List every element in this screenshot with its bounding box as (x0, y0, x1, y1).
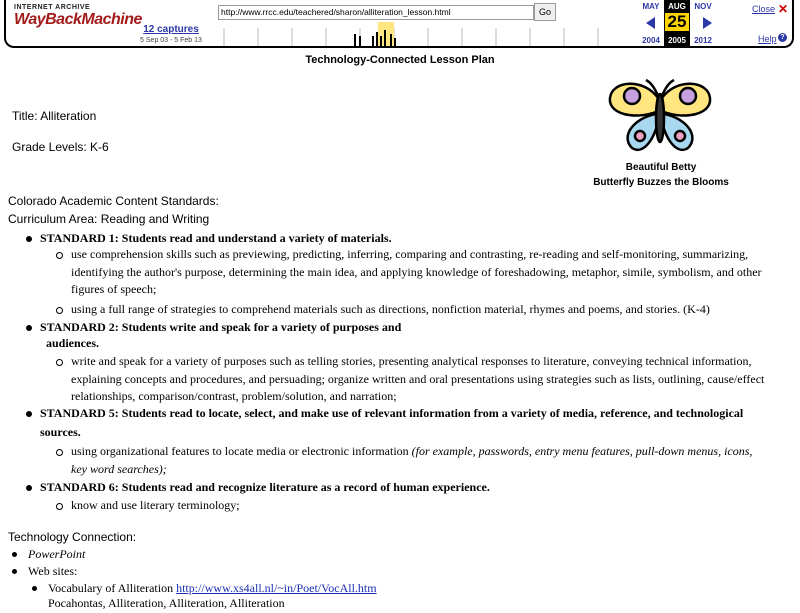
bullet-icon (26, 325, 32, 331)
standard-5-item-1 (71, 443, 791, 478)
circle-bullet-icon (56, 307, 63, 314)
cur-day-label: 25 (665, 13, 689, 31)
standard-1-item-1: use comprehension skills such as previewing, predicting, inferring, comparing and contrasting, re-reading and self-monitoring, summarizing, identifying the author's purpose, determining the main idea, and applying knowledge of foreshadowing, metaphor, simile, symbolism, and other figures of speech; (71, 247, 762, 296)
bullet-icon (26, 485, 32, 491)
tech-item-websites: Web sites: (28, 564, 78, 578)
captures-link[interactable]: 12 captures (143, 24, 199, 35)
image-caption-2: Butterfly Buzzes the Blooms (593, 177, 729, 188)
circle-bullet-icon (56, 503, 63, 510)
prev-month[interactable] (638, 0, 664, 45)
cur-year-label: 2005 (668, 36, 686, 45)
tech-item-powerpoint: PowerPoint (28, 547, 86, 561)
wayback-logo[interactable] (14, 4, 142, 44)
standard-5-title-cont: sources. (40, 425, 81, 439)
bullet-icon (12, 569, 17, 574)
standard-2-title: STANDARD 2: Students write and speak for a variety of purposes and (40, 320, 402, 334)
logo-main-text: WayBackMachine (14, 11, 142, 28)
next-month-label: NOV (694, 2, 712, 11)
close-link[interactable]: Close (752, 4, 776, 14)
standard-1-item-2: using a full range of strategies to comprehend materials such as directions, nonfiction material, rhymes and poems, and stories. (K-4) (71, 302, 710, 316)
standard-6-title: STANDARD 6: Students read and recognize literature as a record of human experience. (40, 480, 490, 494)
go-button[interactable]: Go (534, 3, 556, 21)
standard-5-item-1-examples: (for example, passwords, entry menu features, pull-down menus, icons, (411, 444, 753, 458)
tech-heading: Technology Connection: (8, 530, 137, 544)
next-year-label: 2012 (694, 36, 712, 45)
wayback-toolbar (0, 0, 800, 52)
page-title: Technology-Connected Lesson Plan (305, 54, 495, 66)
month-navigator (636, 0, 722, 46)
standard-5-item-1-text: using organizational features to locate media or electronic information (71, 444, 409, 458)
cur-month-label: AUG (668, 2, 686, 11)
logo-top-text: INTERNET ARCHIVE (14, 4, 91, 11)
captures-range: 5 Sep 03 - 5 Feb 13 (140, 37, 202, 44)
standards-heading: Colorado Academic Content Standards: (8, 194, 219, 208)
url-input[interactable]: http://www.rrcc.edu/teachered/sharon/alliteration_lesson.html (218, 5, 534, 20)
current-month (664, 0, 690, 46)
web-item-2[interactable]: Pocahontas, Alliteration, Alliteration, Alliteration (48, 596, 285, 610)
capture-sparkline[interactable] (218, 22, 628, 46)
bullet-icon (32, 586, 37, 591)
circle-bullet-icon (56, 449, 63, 456)
close-icon[interactable]: ✕ (778, 2, 789, 16)
image-caption-1: Beautiful Betty (625, 162, 697, 173)
next-month[interactable] (690, 0, 716, 45)
standard-5-item-1-examples-cont: key word searches); (71, 461, 167, 476)
bullet-icon (26, 236, 32, 242)
title-line: Title: Alliteration (12, 109, 97, 123)
standard-2-title-cont: audiences. (46, 336, 100, 350)
standard-1-title: STANDARD 1: Students read and understand a variety of materials. (40, 231, 392, 245)
prev-arrow-icon[interactable] (646, 17, 655, 29)
circle-bullet-icon (56, 359, 63, 366)
prev-year-label: 2004 (642, 36, 660, 45)
curriculum-area: Curriculum Area: Reading and Writing (8, 212, 210, 226)
help-link[interactable]: Help (758, 34, 777, 44)
web-item-1-link[interactable]: http://www.xs4all.nl/~in/Poet/VocAll.htm (176, 581, 377, 595)
prev-month-label: MAY (642, 2, 660, 11)
next-arrow-icon[interactable] (703, 17, 712, 29)
standard-6-item-1: know and use literary terminology; (71, 498, 240, 512)
butterfly-image (604, 76, 716, 158)
help-icon[interactable]: ? (778, 33, 787, 42)
web-item-1-label: Vocabulary of Alliteration (48, 581, 174, 595)
standard-2-item-1: write and speak for a variety of purposes such as telling stories, presenting analytical responses to literature, conveying technical information, explaining concepts and procedures, and persuading; organize written and oral presentations using strategies such as lists, outlining, cause/effect relationships, comparison/contrast, problem/solution, and narration; (71, 354, 765, 403)
grade-line: Grade Levels: K-6 (12, 140, 109, 154)
bullet-icon (12, 552, 17, 557)
captures-info (136, 24, 206, 44)
circle-bullet-icon (56, 252, 63, 259)
standard-5-title: STANDARD 5: Students read to locate, select, and make use of relevant information from a variety of media, reference, and technological (40, 406, 744, 420)
bullet-icon (26, 411, 32, 417)
